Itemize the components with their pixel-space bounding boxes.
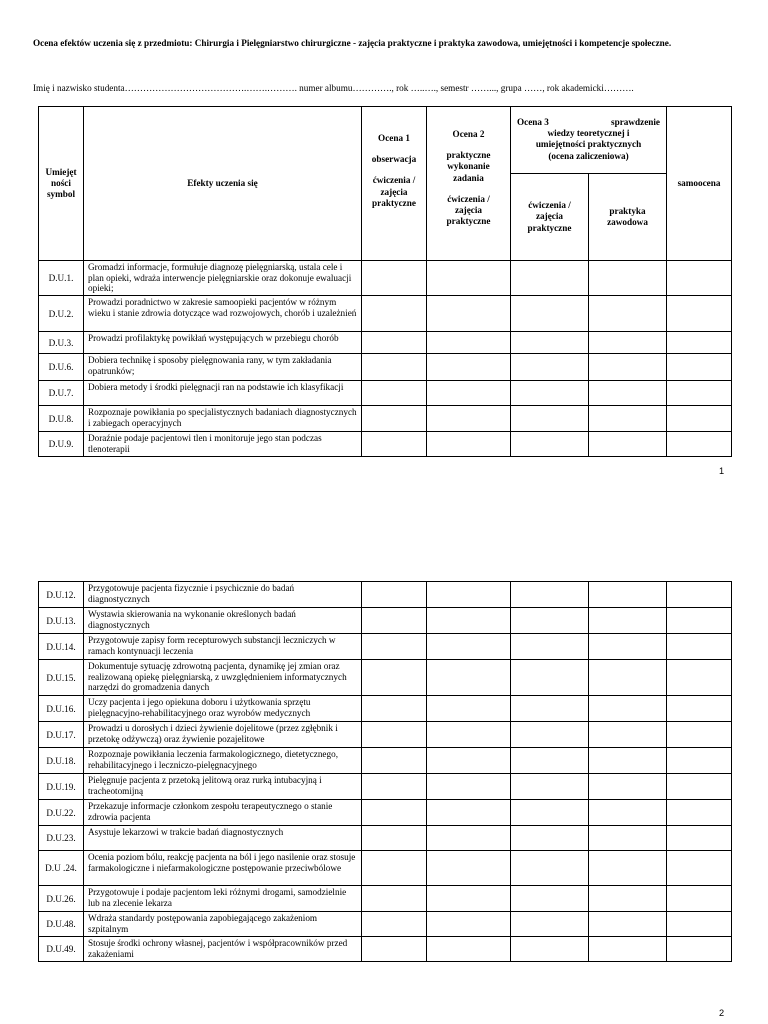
ocena-2-cell[interactable] bbox=[427, 582, 511, 608]
document-title: Ocena efektów uczenia się z przedmiotu: Chirurgia i Pielęgniarstwo chirurgiczne - zajęcia praktyczne i praktyka zawodowa, umiejętności i kompetencje społeczne. bbox=[33, 38, 672, 48]
self-assessment-cell[interactable] bbox=[667, 722, 732, 748]
self-assessment-cell[interactable] bbox=[667, 937, 732, 962]
header-ocena-3-practice: praktyka zawodowa bbox=[589, 174, 667, 261]
ocena-3-classes-cell[interactable] bbox=[511, 296, 589, 332]
ocena-3-practice-cell[interactable] bbox=[589, 660, 667, 696]
ocena-3-classes-cell[interactable] bbox=[511, 381, 589, 406]
effect-code: D.U.6. bbox=[39, 354, 84, 381]
self-assessment-cell[interactable] bbox=[667, 912, 732, 937]
ocena-2-cell[interactable] bbox=[427, 851, 511, 886]
assessment-table-page-1 bbox=[38, 106, 732, 457]
ocena-1-cell[interactable] bbox=[362, 660, 427, 696]
assessment-table-page-2 bbox=[38, 581, 732, 962]
ocena-1-title: Ocena 1 bbox=[378, 133, 410, 143]
student-info-line: Imię i nazwisko studenta………………………………….…….………. numer albumu…………., rok …..…., semestr ……..., grupa ……, rok akademicki………. bbox=[33, 83, 634, 93]
effect-description: Przygotowuje i podaje pacjentom leki różnymi drogami, samodzielnie lub na zlecenie lekarza bbox=[84, 886, 362, 912]
self-assessment-cell[interactable] bbox=[667, 432, 732, 457]
ocena-3-title: Ocena 3 bbox=[517, 117, 549, 127]
ocena-2-cell[interactable] bbox=[427, 937, 511, 962]
ocena-3-classes-cell[interactable] bbox=[511, 332, 589, 354]
ocena-3-practice-cell[interactable] bbox=[589, 886, 667, 912]
table-row bbox=[39, 722, 732, 748]
table-row bbox=[39, 748, 732, 774]
ocena-3-practice-cell[interactable] bbox=[589, 912, 667, 937]
table-row bbox=[39, 937, 732, 962]
table-row bbox=[39, 634, 732, 660]
ocena-3-classes-cell[interactable] bbox=[511, 722, 589, 748]
table-row bbox=[39, 886, 732, 912]
table-row bbox=[39, 696, 732, 722]
header-ocena-2 bbox=[427, 107, 511, 261]
ocena-1-cell[interactable] bbox=[362, 261, 427, 296]
ocena-3-classes-cell[interactable] bbox=[511, 748, 589, 774]
ocena-1-cell[interactable] bbox=[362, 406, 427, 432]
self-assessment-cell[interactable] bbox=[667, 296, 732, 332]
ocena-2-cell[interactable] bbox=[427, 354, 511, 381]
self-assessment-cell[interactable] bbox=[667, 381, 732, 406]
ocena-1-cell[interactable] bbox=[362, 748, 427, 774]
effect-description: Prowadzi u dorosłych i dzieci żywienie dojelitowe (przez zgłębnik i przetokę odżywczą) oraz żywienie pozajelitowe bbox=[84, 722, 362, 748]
ocena-3-description: wiedzy teoretycznej i umiejętności praktycznych (ocena zaliczeniowa) bbox=[535, 128, 642, 161]
effect-code: D.U.9. bbox=[39, 432, 84, 457]
ocena-2-cell[interactable] bbox=[427, 826, 511, 851]
self-assessment-cell[interactable] bbox=[667, 696, 732, 722]
effect-code: D.U.18. bbox=[39, 748, 84, 774]
self-assessment-cell[interactable] bbox=[667, 608, 732, 634]
ocena-1-cell[interactable] bbox=[362, 826, 427, 851]
ocena-1-type: ćwiczenia / zajęcia praktyczne bbox=[372, 175, 416, 208]
effect-description: Uczy pacjenta i jego opiekuna doboru i użytkowania sprzętu pielęgnacyjno-rehabilitacyjnego oraz wyrobów medycznych bbox=[84, 696, 362, 722]
self-assessment-cell[interactable] bbox=[667, 354, 732, 381]
effect-description: Stosuje środki ochrony własnej, pacjentów i współpracowników przed zakażeniami bbox=[84, 937, 362, 962]
effect-description: Przekazuje informacje członkom zespołu terapeutycznego o stanie zdrowia pacjenta bbox=[84, 800, 362, 826]
table-row bbox=[39, 774, 732, 800]
effect-description: Prowadzi poradnictwo w zakresie samoopieki pacjentów w różnym wieku i stanie zdrowia dotyczące wad rozwojowych, chorób i uzależnień bbox=[84, 296, 362, 332]
ocena-3-classes-cell[interactable] bbox=[511, 660, 589, 696]
ocena-3-classes-cell[interactable] bbox=[511, 886, 589, 912]
self-assessment-cell[interactable] bbox=[667, 582, 732, 608]
effect-code: D.U.23. bbox=[39, 826, 84, 851]
self-assessment-cell[interactable] bbox=[667, 826, 732, 851]
effect-code: D.U.1. bbox=[39, 261, 84, 296]
effect-code: D.U.16. bbox=[39, 696, 84, 722]
ocena-3-classes-cell[interactable] bbox=[511, 432, 589, 457]
table-row bbox=[39, 851, 732, 886]
ocena-3-classes-cell[interactable] bbox=[511, 851, 589, 886]
ocena-1-cell[interactable] bbox=[362, 381, 427, 406]
ocena-1-mode: obserwacja bbox=[371, 154, 417, 165]
self-assessment-cell[interactable] bbox=[667, 800, 732, 826]
ocena-3-practice-cell[interactable] bbox=[589, 826, 667, 851]
ocena-2-cell[interactable] bbox=[427, 296, 511, 332]
ocena-3-practice-cell[interactable] bbox=[589, 332, 667, 354]
ocena-3-classes-cell[interactable] bbox=[511, 696, 589, 722]
ocena-2-cell[interactable] bbox=[427, 748, 511, 774]
effect-description: Rozpoznaje powikłania leczenia farmakologicznego, dietetycznego, rehabilitacyjnego i leczniczo-pielęgnacyjnego bbox=[84, 748, 362, 774]
self-assessment-cell[interactable] bbox=[667, 332, 732, 354]
header-self-assessment: samoocena bbox=[667, 107, 732, 261]
ocena-3-classes-cell[interactable] bbox=[511, 774, 589, 800]
ocena-2-cell[interactable] bbox=[427, 696, 511, 722]
table-row bbox=[39, 296, 732, 332]
effect-code: D.U.12. bbox=[39, 582, 84, 608]
ocena-3-practice-cell[interactable] bbox=[589, 354, 667, 381]
self-assessment-cell[interactable] bbox=[667, 774, 732, 800]
ocena-1-cell[interactable] bbox=[362, 722, 427, 748]
effect-description: Asystuje lekarzowi w trakcie badań diagnostycznych bbox=[84, 826, 362, 851]
ocena-1-cell[interactable] bbox=[362, 634, 427, 660]
effect-description: Dobiera metody i środki pielęgnacji ran na podstawie ich klasyfikacji bbox=[84, 381, 362, 406]
ocena-3-classes-cell[interactable] bbox=[511, 582, 589, 608]
self-assessment-cell[interactable] bbox=[667, 886, 732, 912]
ocena-3-classes-cell[interactable] bbox=[511, 826, 589, 851]
ocena-3-practice-cell[interactable] bbox=[589, 774, 667, 800]
effect-code: D.U.14. bbox=[39, 634, 84, 660]
ocena-2-type: ćwiczenia / zajęcia praktyczne bbox=[446, 193, 491, 227]
ocena-3-practice-cell[interactable] bbox=[589, 851, 667, 886]
ocena-3-practice-cell[interactable] bbox=[589, 722, 667, 748]
effect-description: Doraźnie podaje pacjentowi tlen i monitoruje jego stan podczas tlenoterapii bbox=[84, 432, 362, 457]
ocena-2-cell[interactable] bbox=[427, 774, 511, 800]
effect-code: D.U.15. bbox=[39, 660, 84, 696]
effect-code: D.U.13. bbox=[39, 608, 84, 634]
ocena-3-practice-cell[interactable] bbox=[589, 406, 667, 432]
ocena-3-practice-cell[interactable] bbox=[589, 296, 667, 332]
effect-code: D.U .24. bbox=[39, 851, 84, 886]
effect-description: Ocenia poziom bólu, reakcję pacjenta na ból i jego nasilenie oraz stosuje farmakologiczne i niefarmakologiczne postępowanie przeciwbólowe bbox=[84, 851, 362, 886]
ocena-2-cell[interactable] bbox=[427, 634, 511, 660]
ocena-3-classes-cell[interactable] bbox=[511, 406, 589, 432]
self-assessment-cell[interactable] bbox=[667, 406, 732, 432]
ocena-3-check: sprawdzenie bbox=[611, 117, 661, 127]
ocena-1-cell[interactable] bbox=[362, 608, 427, 634]
table-row bbox=[39, 261, 732, 296]
effect-code: D.U.26. bbox=[39, 886, 84, 912]
ocena-1-cell[interactable] bbox=[362, 432, 427, 457]
effect-code: D.U.22. bbox=[39, 800, 84, 826]
ocena-2-cell[interactable] bbox=[427, 332, 511, 354]
page-number-2: 2 bbox=[719, 1008, 725, 1018]
ocena-3-classes-cell[interactable] bbox=[511, 634, 589, 660]
ocena-2-cell[interactable] bbox=[427, 608, 511, 634]
ocena-2-title: Ocena 2 bbox=[452, 129, 485, 139]
ocena-1-cell[interactable] bbox=[362, 354, 427, 381]
ocena-1-cell[interactable] bbox=[362, 332, 427, 354]
effect-code: D.U.2. bbox=[39, 296, 84, 332]
header-symbol: Umiejęt ności symbol bbox=[39, 107, 84, 261]
table-row bbox=[39, 332, 732, 354]
ocena-2-cell[interactable] bbox=[427, 886, 511, 912]
ocena-1-cell[interactable] bbox=[362, 774, 427, 800]
effect-description: Gromadzi informacje, formułuje diagnozę pielęgniarską, ustala cele i plan opieki, wdraża interwencje pielęgniarskie oraz dokonuje ewaluacji opieki; bbox=[84, 261, 362, 296]
effect-code: D.U.48. bbox=[39, 912, 84, 937]
ocena-2-cell[interactable] bbox=[427, 912, 511, 937]
ocena-3-practice-cell[interactable] bbox=[589, 261, 667, 296]
header-effects: Efekty uczenia się bbox=[84, 107, 362, 261]
effect-code: D.U.3. bbox=[39, 332, 84, 354]
table-row bbox=[39, 826, 732, 851]
effect-description: Przygotowuje zapisy form recepturowych substancji leczniczych w ramach kontynuacji leczenia bbox=[84, 634, 362, 660]
ocena-2-cell[interactable] bbox=[427, 261, 511, 296]
self-assessment-cell[interactable] bbox=[667, 851, 732, 886]
ocena-1-cell[interactable] bbox=[362, 912, 427, 937]
ocena-3-practice-cell[interactable] bbox=[589, 381, 667, 406]
effect-description: Wdraża standardy postępowania zapobiegającego zakażeniom szpitalnym bbox=[84, 912, 362, 937]
ocena-3-practice-cell[interactable] bbox=[589, 432, 667, 457]
ocena-1-cell[interactable] bbox=[362, 937, 427, 962]
ocena-3-classes-cell[interactable] bbox=[511, 261, 589, 296]
table-row bbox=[39, 912, 732, 937]
effect-description: Pielęgnuje pacjenta z przetoką jelitową oraz rurką intubacyjną i tracheotomijną bbox=[84, 774, 362, 800]
ocena-3-classes-cell[interactable] bbox=[511, 800, 589, 826]
ocena-1-cell[interactable] bbox=[362, 696, 427, 722]
effect-description: Przygotowuje pacjenta fizycznie i psychicznie do badań diagnostycznych bbox=[84, 582, 362, 608]
ocena-1-cell[interactable] bbox=[362, 582, 427, 608]
table-row bbox=[39, 660, 732, 696]
ocena-3-heading bbox=[511, 117, 666, 128]
table-row bbox=[39, 582, 732, 608]
ocena-3-classes-cell[interactable] bbox=[511, 912, 589, 937]
ocena-3-classes-cell[interactable] bbox=[511, 937, 589, 962]
table-row bbox=[39, 608, 732, 634]
ocena-1-cell[interactable] bbox=[362, 851, 427, 886]
ocena-3-classes-cell[interactable] bbox=[511, 608, 589, 634]
header-ocena-3-classes: ćwiczenia / zajęcia praktyczne bbox=[511, 174, 589, 261]
ocena-3-practice-cell[interactable] bbox=[589, 800, 667, 826]
table-row bbox=[39, 406, 732, 432]
effect-code: D.U.17. bbox=[39, 722, 84, 748]
ocena-2-cell[interactable] bbox=[427, 722, 511, 748]
effect-description: Dokumentuje sytuację zdrowotną pacjenta, dynamikę jej zmian oraz realizowaną opiekę pielęgniarską, z uwzględnieniem informatycznych narzędzi do gromadzenia danych bbox=[84, 660, 362, 696]
ocena-1-cell[interactable] bbox=[362, 886, 427, 912]
ocena-3-practice-cell[interactable] bbox=[589, 748, 667, 774]
self-assessment-cell[interactable] bbox=[667, 748, 732, 774]
ocena-3-classes-cell[interactable] bbox=[511, 354, 589, 381]
table-row bbox=[39, 354, 732, 381]
ocena-2-cell[interactable] bbox=[427, 381, 511, 406]
self-assessment-cell[interactable] bbox=[667, 660, 732, 696]
self-assessment-cell[interactable] bbox=[667, 261, 732, 296]
ocena-2-mode: praktyczne wykonanie zadania bbox=[446, 150, 491, 183]
page-number-1: 1 bbox=[719, 466, 725, 476]
self-assessment-cell[interactable] bbox=[667, 634, 732, 660]
ocena-3-practice-cell[interactable] bbox=[589, 582, 667, 608]
ocena-3-practice-cell[interactable] bbox=[589, 634, 667, 660]
ocena-3-practice-cell[interactable] bbox=[589, 937, 667, 962]
effect-code: D.U.8. bbox=[39, 406, 84, 432]
effect-description: Wystawia skierowania na wykonanie określonych badań diagnostycznych bbox=[84, 608, 362, 634]
ocena-2-cell[interactable] bbox=[427, 406, 511, 432]
ocena-1-cell[interactable] bbox=[362, 296, 427, 332]
header-ocena-3 bbox=[511, 107, 667, 174]
table-row bbox=[39, 432, 732, 457]
ocena-2-cell[interactable] bbox=[427, 660, 511, 696]
table-row bbox=[39, 381, 732, 406]
effect-description: Prowadzi profilaktykę powikłań występujących w przebiegu chorób bbox=[84, 332, 362, 354]
ocena-2-cell[interactable] bbox=[427, 800, 511, 826]
effect-code: D.U.7. bbox=[39, 381, 84, 406]
effect-code: D.U.49. bbox=[39, 937, 84, 962]
ocena-3-practice-cell[interactable] bbox=[589, 608, 667, 634]
ocena-2-cell[interactable] bbox=[427, 432, 511, 457]
table-row bbox=[39, 800, 732, 826]
ocena-1-cell[interactable] bbox=[362, 800, 427, 826]
ocena-3-practice-cell[interactable] bbox=[589, 696, 667, 722]
effect-description: Rozpoznaje powikłania po specjalistycznych badaniach diagnostycznych i zabiegach operacyjnych bbox=[84, 406, 362, 432]
effect-description: Dobiera technikę i sposoby pielęgnowania rany, w tym zakładania opatrunków; bbox=[84, 354, 362, 381]
header-ocena-1 bbox=[362, 107, 427, 261]
effect-code: D.U.19. bbox=[39, 774, 84, 800]
